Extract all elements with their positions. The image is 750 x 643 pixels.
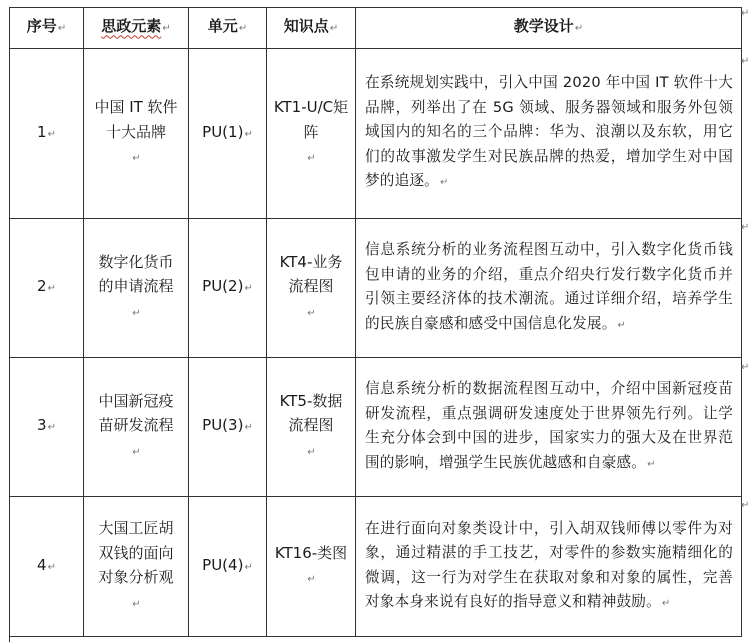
row-number: 3↵ bbox=[10, 358, 84, 497]
row-end-mark: ↵ bbox=[741, 222, 750, 233]
header-design: 教学设计↵ bbox=[356, 8, 742, 49]
design-cell: 在系统规划实践中，引入中国 2020 年中国 IT 软件十大品牌，列举出了在 5G 领域、服务器领域和服务外包领域国内的知名的三个品牌：华为、浪潮以及东软，用它们的故事激发学生对民族品牌的热爱，增加学生对中国梦的追逐。↵ bbox=[356, 49, 742, 219]
knowledge-point-cell: KT4-业务流程图↵ bbox=[267, 219, 356, 358]
row-end-mark: ↵ bbox=[741, 8, 750, 19]
element-cell: 大国工匠胡双钱的面向对象分析观↵ bbox=[84, 497, 189, 637]
knowledge-point-cell: KT16-类图↵ bbox=[267, 497, 356, 637]
header-knowledge-point: 知识点↵ bbox=[267, 8, 356, 49]
table-row bbox=[10, 219, 742, 358]
element-cell: 数字化货币的申请流程↵ bbox=[84, 219, 189, 358]
design-cell: 在进行面向对象类设计中，引入胡双钱师傅以零件为对象，通过精湛的手工技艺，对零件的参数实施精细化的微调，这一行为对学生在获取对象和对象的属性，完善对象本身来说有良好的指导意义和精神鼓励。↵ bbox=[356, 497, 742, 637]
element-cell: 中国新冠疫苗研发流程↵ bbox=[84, 358, 189, 497]
row-end-mark: ↵ bbox=[741, 500, 750, 511]
unit-cell: PU(3)↵ bbox=[189, 358, 267, 497]
table-row bbox=[10, 358, 742, 497]
header-no: 序号↵ bbox=[10, 8, 84, 49]
row-end-mark: ↵ bbox=[741, 362, 750, 373]
row-number: 2↵ bbox=[10, 219, 84, 358]
row-end-mark: ↵ bbox=[741, 56, 750, 67]
header-unit: 单元↵ bbox=[189, 8, 267, 49]
unit-cell: PU(2)↵ bbox=[189, 219, 267, 358]
row-number: 4↵ bbox=[10, 497, 84, 637]
header-row bbox=[10, 8, 742, 49]
table-row bbox=[10, 497, 742, 637]
text-cursor bbox=[9, 628, 10, 642]
design-cell: 信息系统分析的业务流程图互动中，引入数字化货币钱包申请的业务的介绍，重点介绍央行发行数字化货币并引领主要经济体的技术潮流。通过详细介绍，培养学生的民族自豪感和感受中国信息化发展。↵ bbox=[356, 219, 742, 358]
unit-cell: PU(4)↵ bbox=[189, 497, 267, 637]
unit-cell: PU(1)↵ bbox=[189, 49, 267, 219]
design-cell: 信息系统分析的数据流程图互动中，介绍中国新冠疫苗研发流程，重点强调研发速度处于世界领先行列。让学生充分体会到中国的进步，国家实力的强大及在世界范围的影响，增强学生民族优越感和自豪感。↵ bbox=[356, 358, 742, 497]
curriculum-table bbox=[9, 7, 742, 637]
element-cell: 中国 IT 软件十大品牌↵ bbox=[84, 49, 189, 219]
header-element: 思政元素↵ bbox=[84, 8, 189, 49]
row-number: 1↵ bbox=[10, 49, 84, 219]
knowledge-point-cell: KT1-U/C矩阵↵ bbox=[267, 49, 356, 219]
table-row bbox=[10, 49, 742, 219]
knowledge-point-cell: KT5-数据流程图↵ bbox=[267, 358, 356, 497]
